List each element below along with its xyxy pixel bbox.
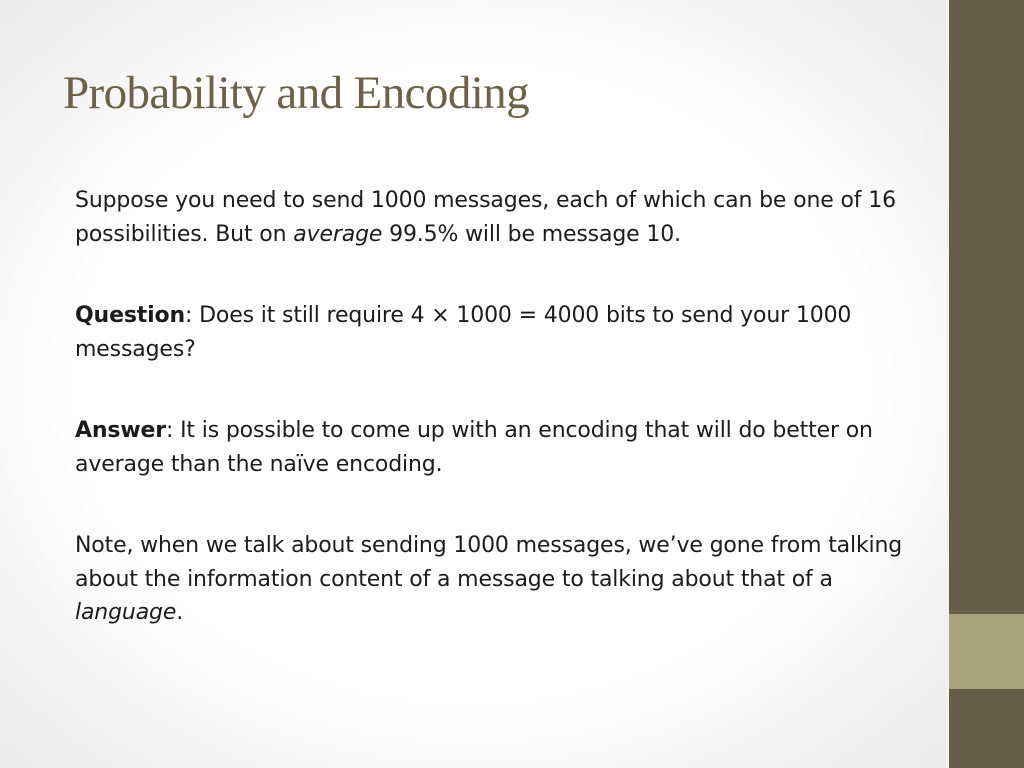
- paragraph-answer: [75, 414, 925, 481]
- paragraph-spacer: [75, 251, 925, 299]
- slide-title: Probability and Encoding: [63, 67, 529, 119]
- slide-body: [75, 184, 925, 630]
- sidebar-accent-block: [949, 614, 1024, 689]
- text-run-italic: average: [293, 221, 383, 247]
- text-run-bold: Question: [75, 303, 186, 328]
- text-run: : It is possible to come up with an encoding that will do better on average than the naïve encoding.: [75, 418, 873, 477]
- paragraph-spacer: [75, 366, 925, 414]
- paragraph-intro: [75, 184, 925, 251]
- text-run: 99.5% will be message 10.: [382, 221, 681, 247]
- text-run: : Does it still require 4 × 1000 = 4000 bits to send your 1000 messages?: [75, 303, 852, 362]
- text-run-bold: Answer: [75, 418, 166, 443]
- paragraph-spacer: [75, 481, 925, 529]
- text-run: Note, when we talk about sending 1000 messages, we’ve gone from talking about the information content of a message to talking about that of a: [75, 533, 903, 592]
- text-run: Suppose you need to send 1000 messages, each of which can be one of 16 possibilities. But on: [75, 188, 896, 247]
- paragraph-question: [75, 299, 925, 366]
- text-run-italic: language: [75, 600, 177, 625]
- text-run: .: [176, 600, 184, 625]
- paragraph-note: [75, 529, 925, 630]
